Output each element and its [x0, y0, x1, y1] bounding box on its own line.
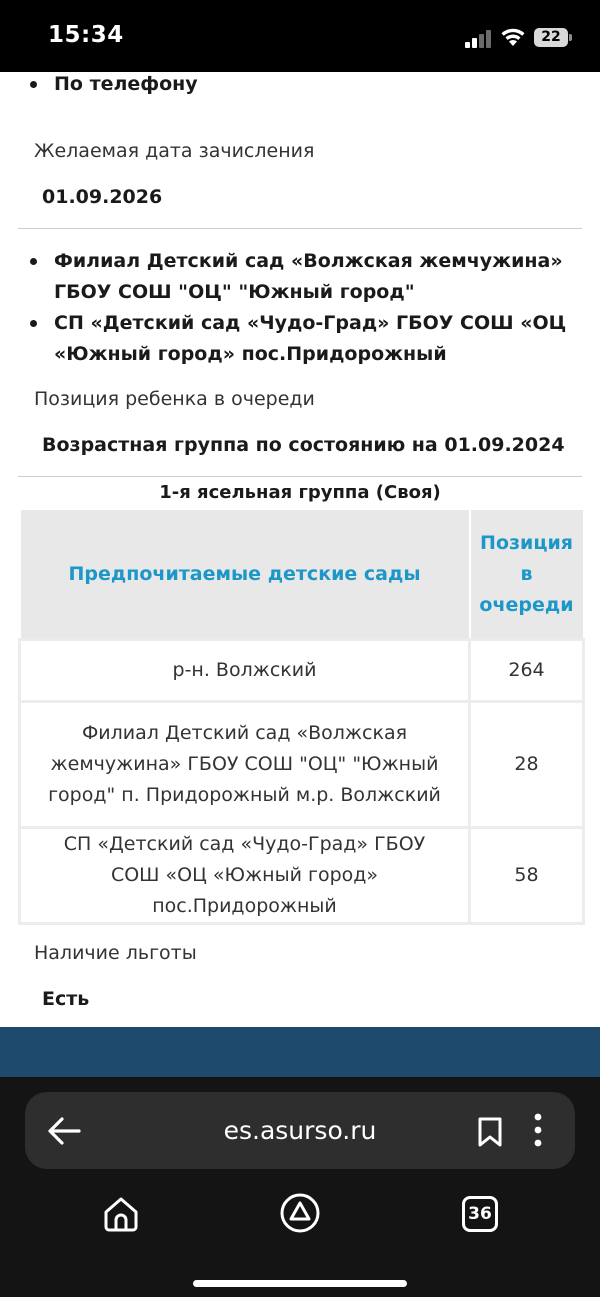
table-row: [20, 828, 584, 924]
benefit-label: Наличие льготы: [34, 942, 197, 964]
queue-position-label: Позиция ребенка в очереди: [34, 388, 315, 410]
battery-icon: 22: [534, 28, 568, 47]
table-header-row: [20, 509, 584, 640]
contact-method-list: [0, 72, 600, 100]
cellular-signal-icon: [465, 30, 493, 48]
status-time: 15:34: [48, 22, 124, 48]
table-row: [20, 640, 584, 702]
group-name: 1-я ясельная группа (Своя): [159, 482, 441, 503]
address-bar[interactable]: [25, 1092, 575, 1169]
wifi-icon: [500, 26, 526, 48]
list-item: Филиал Детский сад «Волжская жемчужина» ГБОУ СОШ "ОЦ" "Южный город": [0, 246, 600, 308]
table-row: [20, 702, 584, 828]
column-header-position: Позиция в очереди: [470, 509, 584, 640]
queue-position: 28: [470, 702, 584, 828]
divider: [18, 228, 582, 229]
battery-tip: [569, 34, 572, 41]
list-item: По телефону: [0, 72, 600, 100]
kindergarten-name: СП «Детский сад «Чудо-Град» ГБОУ СОШ «ОЦ «Южный город» пос.Придорожный: [20, 828, 470, 924]
home-indicator: [193, 1280, 407, 1287]
alice-assistant-icon[interactable]: [279, 1192, 321, 1234]
queue-table: [18, 508, 585, 925]
column-header-kindergartens: Предпочитаемые детские сады: [20, 509, 470, 640]
queue-position: 58: [470, 828, 584, 924]
status-bar: [0, 0, 600, 72]
desired-date-value: 01.09.2026: [42, 186, 163, 208]
page-footer: [0, 1027, 600, 1077]
age-group-heading: Возрастная группа по состоянию на 01.09.2024: [42, 434, 565, 456]
queue-position: 264: [470, 640, 584, 702]
more-options-icon[interactable]: [530, 1112, 546, 1148]
kindergarten-name: Филиал Детский сад «Волжская жемчужина» ГБОУ СОШ "ОЦ" "Южный город" п. Придорожный м.р. Волжский: [20, 702, 470, 828]
browser-toolbar: [0, 1077, 600, 1297]
bookmark-icon[interactable]: [477, 1116, 503, 1148]
application-details: [0, 72, 600, 1027]
home-icon[interactable]: [102, 1195, 140, 1233]
benefit-value: Есть: [42, 988, 90, 1010]
kindergarten-name: р-н. Волжский: [20, 640, 470, 702]
desired-date-label: Желаемая дата зачисления: [34, 140, 315, 162]
selected-kindergartens-list: [0, 246, 600, 370]
list-item: СП «Детский сад «Чудо-Град» ГБОУ СОШ «ОЦ «Южный город» пос.Придорожный: [0, 308, 600, 370]
divider: [18, 476, 582, 477]
url-text[interactable]: es.asurso.ru: [223, 1116, 377, 1145]
tabs-counter-icon[interactable]: 36: [462, 1196, 498, 1232]
